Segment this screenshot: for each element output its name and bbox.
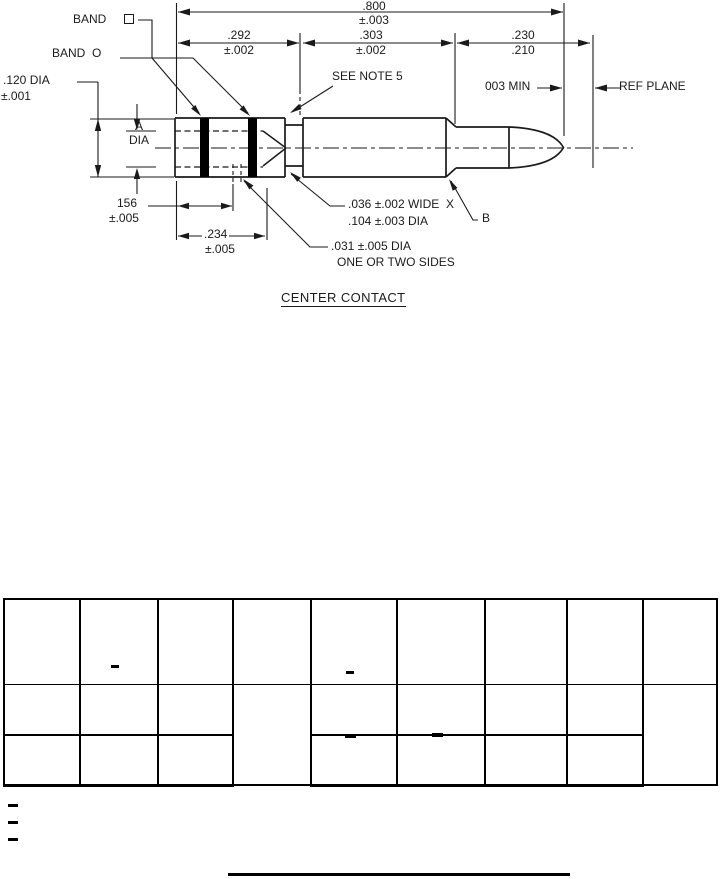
table-cell-merged: [643, 684, 717, 785]
dim-234-tol: ±.005: [205, 242, 235, 256]
square-band-symbol-icon: [124, 14, 134, 24]
table-cell: [80, 684, 158, 735]
table-dash-mark: [345, 734, 356, 738]
a-dia-label-a: A: [134, 119, 143, 133]
footnote-dash: [8, 804, 18, 807]
spec-table: [3, 598, 718, 787]
dimple-note-line1: .031 ±.005 DIA: [331, 239, 411, 253]
hidden-extension-stubs: [233, 90, 300, 184]
table-cell: [311, 735, 397, 785]
dim-003min-label: 003 MIN: [485, 79, 531, 93]
table-cell-merged: [233, 684, 311, 785]
table-cell: [567, 684, 643, 735]
dim-303-tol: ±.002: [356, 43, 386, 57]
table-cell: [397, 735, 485, 785]
groove-note-line2: .104 ±.003 DIA: [348, 214, 428, 228]
table-cell: [4, 735, 80, 785]
groove-note-line1: .036 ±.002 WIDE X: [348, 197, 454, 211]
b-label: B: [482, 211, 491, 225]
footnote-dash: [8, 821, 18, 824]
dim-120dia-tol: ±.001: [1, 89, 31, 103]
table-cell: [643, 599, 717, 684]
table-cell: [397, 684, 485, 735]
table-cell: [567, 735, 643, 785]
dim-overall-tol: ±.003: [359, 13, 389, 27]
band-square-label: BAND: [73, 12, 107, 26]
table-cell: [158, 684, 233, 735]
table-cell: [158, 599, 233, 684]
band-2: [248, 118, 257, 177]
table-cell: [485, 735, 567, 785]
table-cell: [158, 735, 233, 785]
table-cell: [397, 599, 485, 684]
table-cell: [311, 684, 397, 735]
table-dash-mark: [432, 733, 443, 737]
drawing-title: CENTER CONTACT: [281, 290, 406, 305]
dim-156-tol: ±.005: [109, 211, 139, 225]
see-note-5-label: SEE NOTE 5: [332, 69, 403, 83]
dim-156-value: 156: [116, 196, 138, 210]
band-o-label: BAND O: [52, 46, 102, 60]
bottom-rule: [228, 873, 570, 876]
table-cell: [567, 599, 643, 684]
band-1: [200, 118, 209, 177]
dimple-note-line2: ONE OR TWO SIDES: [337, 255, 455, 269]
table-cell: [4, 684, 80, 735]
footnote-dash: [8, 838, 18, 841]
dim-210-value: .210: [511, 43, 535, 57]
table-cell: [4, 599, 80, 684]
a-dia-label-dia: DIA: [128, 133, 149, 147]
table-cell: [485, 599, 567, 684]
ref-plane-label: REF PLANE: [619, 79, 686, 93]
dim-303-value: .303: [359, 28, 383, 42]
dim-292-value: .292: [227, 28, 251, 42]
dim-292-tol: ±.002: [224, 43, 254, 57]
dim-230-value: .230: [511, 28, 535, 42]
table-cell: [80, 599, 158, 684]
dim-234-value: .234: [204, 227, 228, 241]
table-dash-mark: [111, 665, 119, 668]
dim-120dia-value: .120 DIA: [3, 73, 50, 87]
table-cell: [80, 735, 158, 785]
table-cell: [233, 599, 311, 684]
dim-overall-value: .800: [362, 0, 386, 13]
table-cell: [485, 684, 567, 735]
table-cell: [311, 599, 397, 684]
table-dash-mark: [346, 671, 354, 674]
